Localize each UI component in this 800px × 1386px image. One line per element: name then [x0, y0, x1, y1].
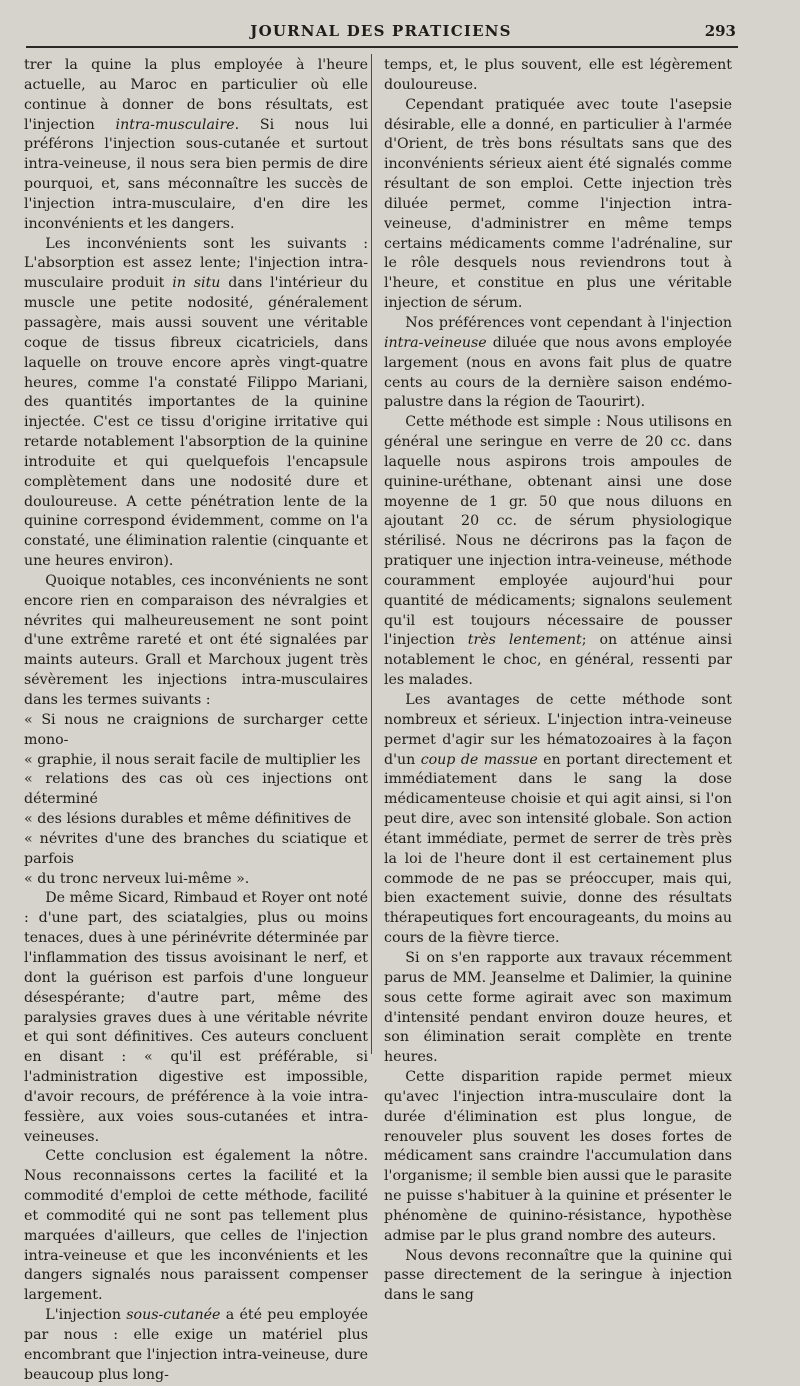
emphasis: coup de massue: [420, 751, 538, 768]
column-divider: [371, 54, 372, 1054]
paragraph-text: diluée que nous avons employée largement (nous en avons fait plus de quatre cents au cours de la dernière saison endémo-palustre dans la région de Taourirt).: [384, 334, 732, 411]
paragraph-text: Cette méthode est simple : Nous utilisons en général une seringue en verre de 20 cc. dans laquelle nous aspirons trois ampoules de quinine-uréthane, obtenant ainsi une dose moyenne de 1 gr. 50 que nous diluons en ajoutant 20 cc. de sérum physiologique stérilisé. Nous ne décrirons pas la façon de pratiquer une injection intra-veineuse, méthode couramment employée aujourd'hui pour quantité de médicaments; signalons seulement qu'il est toujours nécessaire de pousser l'injection: [384, 414, 732, 649]
paragraph: [24, 1306, 368, 1385]
paragraph: Cette conclusion est également la nôtre. Nous reconnaissons certes la facilité et la commodité d'emploi de cette méthode, facilité et commodité qui ne sont pas tellement plus marquées d'ailleurs, que celles de l'injection intra-veineuse et que les inconvénients et les dangers signalés nous paraissent compenser largement.: [24, 1148, 368, 1304]
right-column: [384, 56, 732, 1306]
paragraph-text: Les avantages de cette méthode sont nombreux et sérieux. L'injection intra-veineuse permet d'agir sur les hématozoaires à la façon d'un: [384, 692, 732, 768]
running-head: JOURNAL DES PRATICIENS: [250, 22, 512, 40]
quote-line: « Si nous ne craignions de surcharger cette mono-: [24, 711, 368, 748]
paragraph: Quoique notables, ces inconvénients ne sont encore rien en comparaison des névralgies et névrites qui malheureusement ne sont point d'une extrême rareté et ont été signalées par maints auteurs. Grall et Marchoux jugent très sévèrement les injections intra-musculaires dans les termes suivants :: [24, 572, 368, 708]
paragraph-text: trer la quine la plus employée à l'heure actuelle, au Maroc en particulier où elle continue à donner de bons résultats, est l'injection: [24, 57, 368, 133]
emphasis: sous-cutanée: [126, 1307, 221, 1324]
paragraph: [384, 413, 732, 691]
paragraph: [384, 314, 732, 413]
paragraph-text: . Si nous lui préférons l'injection sous-cutanée et surtout intra-veineuse, il nous sera bien permis de dire pourquoi, et, sans méconnaître les succès de l'injection intra-musculaire, d'en dire les inconvénients et les dangers.: [24, 116, 369, 232]
emphasis: intra-musculaire: [115, 116, 235, 133]
quote-line: « du tronc nerveux lui-même ».: [24, 870, 250, 887]
quote-line: « névrites d'une des branches du sciatique et parfois: [24, 830, 368, 867]
paragraph: Cette disparition rapide permet mieux qu'avec l'injection intra-musculaire dont la durée d'élimination est plus longue, de renouveler plus souvent les doses fortes de médicament sans craindre l'accumulation dans l'organisme; il semble bien aussi que le parasite ne puisse s'habituer à la quinine et présenter le phénomène de quinino-résistance, hypothèse admise par le plus grand nombre des auteurs.: [384, 1069, 732, 1244]
block-quote: [24, 711, 368, 890]
quote-line: « relations des cas où ces injections ont déterminé: [24, 771, 368, 808]
paragraph-text: dans l'intérieur du muscle une petite nodosité, généralement passagère, mais aussi souvent une véritable coque de tissus fibreux cicatriciels, dans laquelle on trouve encore après vingt-quatre heures, comme l'a constaté Filippo Mariani, des quantités importantes de la quinine injectée. C'est ce tissu d'origine irritative qui retarde notablement l'absorption de la quinine introduite et qui quelquefois l'encapsule complètement dans une nodosité dure et douloureuse. A cette pénétration lente de la quinine correspond évidemment, comme on l'a constaté, une élimination ralentie (cinquante et une heures environ).: [24, 275, 368, 570]
paragraph: [24, 56, 368, 235]
paragraph-text: Nos préférences vont cependant à l'injection: [405, 314, 732, 331]
paragraph-text: Les inconvénients sont les suivants : L'absorption est assez lente; l'injection intra-musculaire produit: [24, 235, 368, 292]
paragraph: [24, 235, 368, 572]
paragraph: temps, et, le plus souvent, elle est légèrement douloureuse.: [384, 57, 732, 93]
paragraph: Cependant pratiquée avec toute l'asepsie désirable, elle a donné, en particulier à l'armée d'Orient, de très bons résultats sans que des inconvénients sérieux aient été signalés comme résultant de son emploi. Cette injection très diluée permet, comme l'injection intra-veineuse, d'administrer en même temps certains médicaments comme l'adrénaline, sur le rôle desquels nous reviendrons tout à l'heure, et constitue en plus une véritable injection de sérum.: [384, 96, 732, 312]
header-rule: [26, 46, 738, 48]
paragraph: Nous devons reconnaître que la quinine qui passe directement de la seringue à injection dans le sang: [384, 1247, 732, 1304]
quote-line: « des lésions durables et même définitives de: [24, 811, 352, 828]
paragraph: [384, 691, 732, 949]
paragraph: Si on s'en rapporte aux travaux récemment parus de MM. Jeanselme et Dalimier, la quinine sous cette forme agirait avec son maximum d'intensité pendant environ douze heures, et son élimination serait complète en trente heures.: [384, 949, 732, 1066]
page-number: 293: [704, 22, 736, 40]
paragraph: De même Sicard, Rimbaud et Royer ont noté : d'une part, des sciatalgies, plus ou moins tenaces, dues à une périnévrite déterminée par l'inflammation des tissus avoisinant le nerf, et dont la guérison est parfois d'une longueur désespérante; d'autre part, même des paralysies graves dues à une véritable névrite et qui sont définitives. Ces auteurs concluent en disant : « qu'il est préférable, si l'administration digestive est impossible, d'avoir recours, de préférence à la voie intra-fessière, aux voies sous-cutanées et intra-veineuses.: [24, 890, 368, 1145]
page-header: [26, 22, 736, 44]
emphasis: intra-veineuse: [384, 334, 487, 351]
emphasis: très lentement: [467, 632, 582, 649]
paragraph-text: L'injection: [45, 1307, 127, 1324]
quote-line: « graphie, il nous serait facile de multiplier les: [24, 751, 361, 768]
left-column: [24, 56, 368, 1386]
paragraph-text: ; on atténue ainsi notablement le choc, en général, ressenti par les malades.: [384, 632, 733, 689]
paragraph-text: en portant directement et immédiatement dans le sang la dose médicamenteuse choisie et qui agit ainsi, si l'on peut dire, avec son intensité globale. Son action étant immédiate, permet de serrer de très près la loi de l'heure dont il est certainement plus commode de ne pas se préoccuper, mais qui, bien exactement suivie, donne des résultats thérapeutiques fort encourageants, du moins au cours de la fièvre tierce.: [384, 751, 732, 947]
emphasis: in situ: [172, 275, 221, 292]
paragraph-text: a été peu employée par nous : elle exige un matériel plus encombrant que l'injection intra-veineuse, dure beaucoup plus long-: [24, 1307, 368, 1383]
